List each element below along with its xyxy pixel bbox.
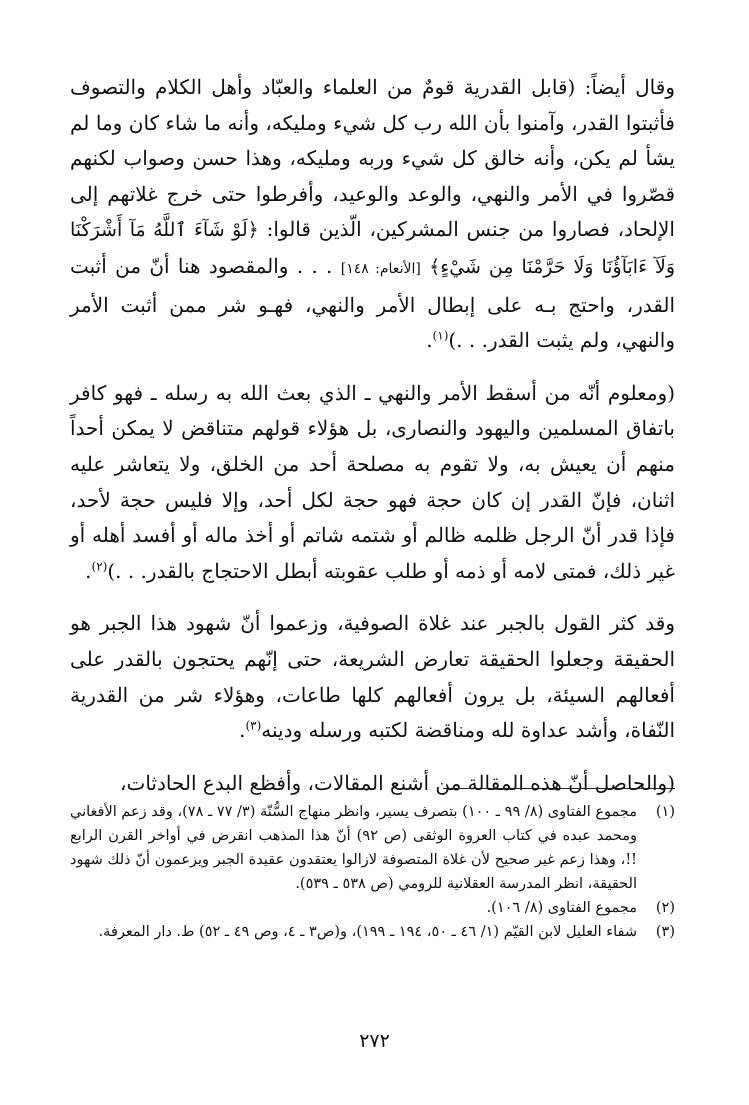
footnote-number: (٣): [655, 924, 675, 940]
footnote-mark-1[interactable]: (١): [432, 328, 449, 343]
paragraph-1: [70, 70, 675, 359]
footnote-1: [70, 800, 675, 896]
footnote-mark-2[interactable]: (٢): [91, 559, 108, 574]
footnote-text: شفاء العليل لابن القيّم (١/ ٤٦ ـ ٥٠، ١٩٤ ـ ١٩٩)، و(ص٣ ـ ٤، وص ٤٩ ـ ٥٢) ط. دار المعرفة.: [98, 924, 637, 940]
quran-reference: [الأنعام: ١٤٨]: [340, 260, 421, 277]
footnotes: [70, 800, 675, 944]
paragraph-2-end: .: [85, 558, 92, 583]
paragraph-1-text: وقال أيضاً: (قابل القدرية قومٌ من العلماء والعبّاد وأهل الكلام والتصوف فأثبتوا القدر، وآمنوا بأن الله رب كل شيء ومليكه، وأنه ما شاء كان وما لم يشأ لم يكن، وأنه خالق كل شيء وربه ومليكه، وهذا حسن وصواب لكنهم قصّروا في الأمر والنهي، والوعد والوعيد، وأفرطوا حتى خرج غلاتهم إلى الإلحاد، فصاروا من جنس المشركين، الّذين قالوا:: [70, 75, 675, 242]
footnote-text: مجموع الفتاوى (٨/ ١٠٦).: [486, 900, 637, 916]
footnote-2: [70, 896, 675, 920]
paragraph-1-end: .: [426, 328, 433, 353]
footnote-number: (١): [655, 804, 675, 820]
paragraph-3-end: .: [239, 718, 246, 743]
footnote-number: (٢): [655, 900, 675, 916]
footnote-mark-3[interactable]: (٣): [245, 718, 262, 733]
paragraph-4: [70, 766, 675, 802]
footnote-3: [70, 920, 675, 944]
paragraph-2: [70, 376, 675, 590]
paragraph-3-text: وقد كثر القول بالجبر عند غلاة الصوفية، وزعموا أنّ شهود هذا الجبر هو الحقيقة وجعلوا الحقيقة تعارض الشريعة، حتى إنّهم يحتجون بالقدر على أفعالهم السيئة، بل يرون أفعالهم كلها طاعات، وهؤلاء شر من القدرية النّفاة، وأشد عداوة لله ومناقضة لكتبه ورسله ودينه: [70, 611, 675, 743]
paragraph-1-rest: . . . والمقصود هنا أنّ من أثبت القدر، واحتج بـه على إبطال الأمر والنهي، فهـو شر ممن أثبت الأمر والنهي، ولم يثبت القدر. . .): [70, 253, 675, 353]
quran-verse: ﴿لَوْ شَآءَ ٱللَّهُ مَآ أَشْرَكْنَا وَلَآ ءَابَآؤُنَا وَلَا حَرَّمْنَا مِن شَيْءٍ﴾: [70, 219, 676, 278]
paragraph-2-text: (ومعلوم أنّه من أسقط الأمر والنهي ـ الذي بعث الله به رسله ـ فهو كافر باتفاق المسلمين واليهود والنصارى، بل هؤلاء قولهم متناقض لا يمكن أحداً منهم أن يعيش به، ولا تقوم به مصلحة أحد من الخلق، ولا يتعاشر عليه اثنان، فإنّ القدر إن كان حجة فهو حجة لكل أحد، وإلا فليس حجة لأحد، فإذا قدر أنّ الرجل ظلمه ظالم أو شتمه شاتم أو أخذ ماله أو أفسد أهله أو غير ذلك، فمتى لامه أو ذمه أو طلب عقوبته أبطل الاحتجاج بالقدر. . .): [70, 380, 675, 583]
page-number: ٢٧٢: [359, 1030, 390, 1052]
footnote-separator: [443, 788, 675, 789]
paragraph-4-text: (والحاصل أنّ هذه المقالة من أشنع المقالات، وأفظع البدع الحادثات،: [120, 770, 675, 795]
footnote-text: مجموع الفتاوى (٨/ ٩٩ ـ ١٠٠) بتصرف يسير، وانظر منهاج السُّنّة (٣/ ٧٧ ـ ٧٨)، وقد زعم الأفغاني ومحمد عبده في كتاب العروة الوثقى (ص ٩٢) أنّ هذا المذهب انقرض في أواخر القرن الرابع !!، وهذا زعم غير صحيح لأن غلاة المتصوفة لازالوا يعتقدون عقيدة الجبر ويزعمون أنّ ذلك شهود الحقيقة، انظر المدرسة العقلانية للرومي (ص ٥٣٨ ـ ٥٣٩).: [70, 804, 637, 892]
paragraph-3: [70, 606, 675, 748]
